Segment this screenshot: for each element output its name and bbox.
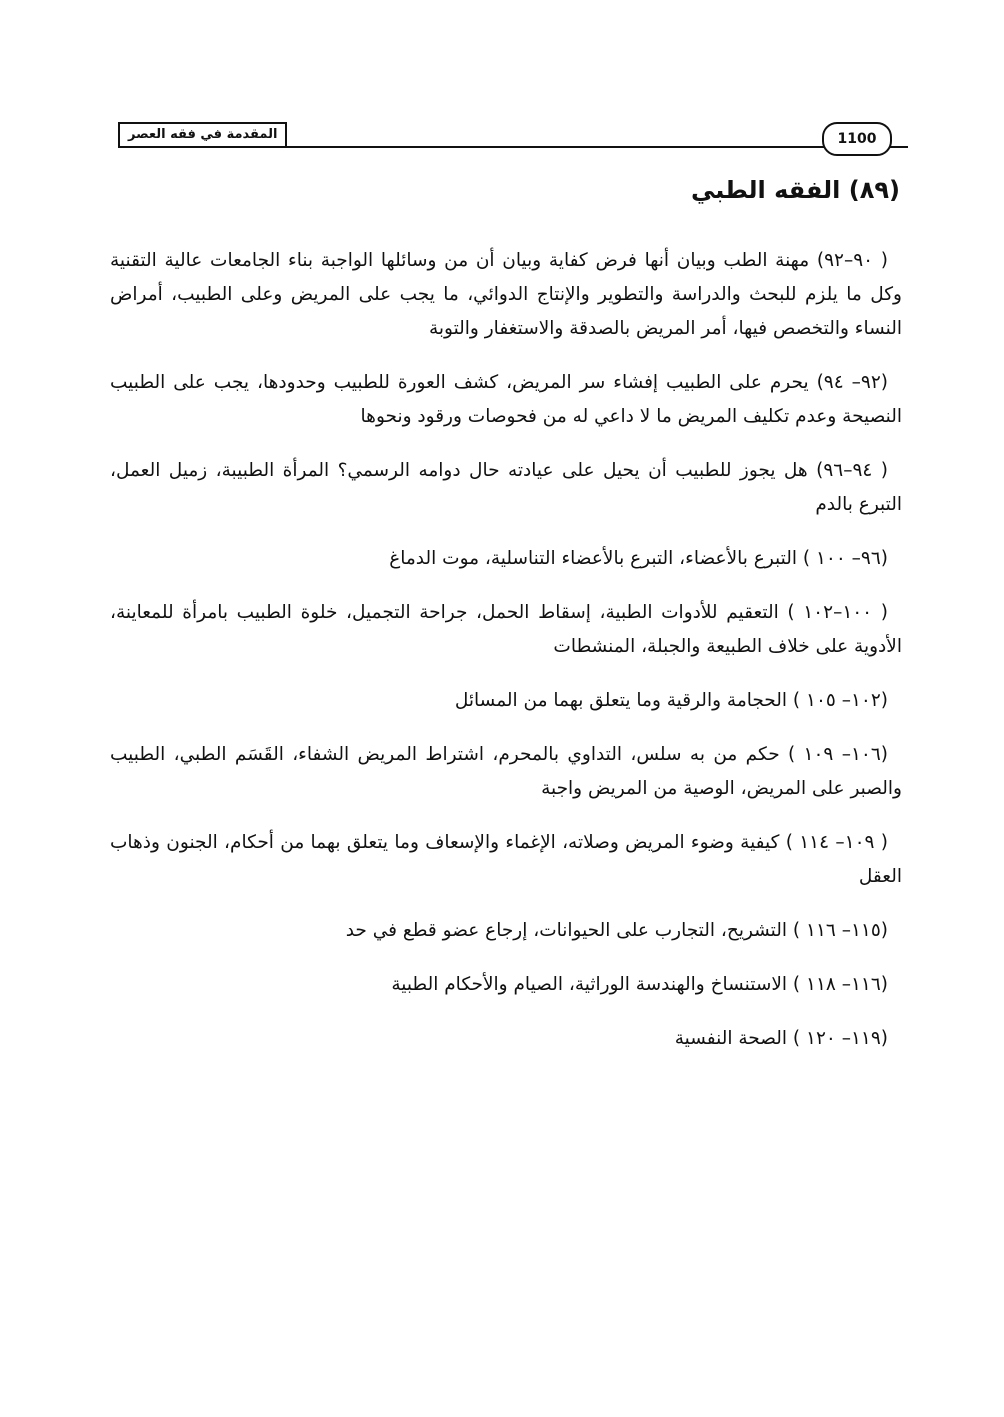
- contents-entry: ( ١٠٩– ١١٤ ) كيفية وضوء المريض وصلاته، الإغماء والإسعاف وما يتعلق بهما من أحكام، الجنون وذهاب العقل: [110, 832, 902, 887]
- contents-entry: (٩٦– ١٠٠ ) التبرع بالأعضاء، التبرع بالأعضاء التناسلية، موت الدماغ: [389, 548, 888, 569]
- page-header: [118, 118, 908, 148]
- contents-entry: (١١٥– ١١٦ ) التشريح، التجارب على الحيوانات، إرجاع عضو قطع في حد: [345, 920, 888, 941]
- contents-entry: (١١٦– ١١٨ ) الاستنساخ والهندسة الوراثية، الصيام والأحكام الطبية: [391, 974, 888, 995]
- running-title: المقدمة في فقه العصر: [118, 122, 287, 148]
- page-number: 1100: [822, 122, 892, 156]
- contents-entry: (١٠٦– ١٠٩ ) حكم من به سلس، التداوي بالمحرم، اشتراط المريض الشفاء، القَسَم الطبي، الطبيب والصبر على المريض، الوصية من المريض واجبة: [110, 744, 902, 799]
- contents-entry: (١٠٢– ١٠٥ ) الحجامة والرقية وما يتعلق بهما من المسائل: [454, 690, 888, 711]
- contents-list: [110, 244, 902, 1076]
- contents-entry: (٩٢– ٩٤) يحرم على الطبيب إفشاء سر المريض، كشف العورة للطبيب وحدودها، يجب على الطبيب النصيحة وعدم تكليف المريض ما لا داعي له من فحوصات ورقود ونحوها: [110, 372, 902, 427]
- chapter-title: (٨٩) الفقه الطبي: [691, 176, 900, 204]
- contents-entry: ( ١٠٠–١٠٢ ) التعقيم للأدوات الطبية، إسقاط الحمل، جراحة التجميل، خلوة الطبيب بامرأة للمعاينة، الأدوية على خلاف الطبيعة والجبلة، المنشطات: [110, 602, 902, 657]
- contents-entry: ( ٩٤–٩٦) هل يجوز للطبيب أن يحيل على عيادته حال دوامه الرسمي؟ المرأة الطبيبة، زميل العمل، التبرع بالدم: [110, 460, 902, 515]
- contents-entry: ( ٩٠–٩٢) مهنة الطب وبيان أنها فرض كفاية وبيان أن من وسائلها الواجبة بناء الجامعات عالية التقنية وكل ما يلزم للبحث والدراسة والتطوير والإنتاج الدوائي، ما يجب على المريض وعلى الطبيب، أمراض النساء والتخصص فيها، أمر المريض بالصدقة والاستغفار والتوبة: [110, 250, 902, 339]
- contents-entry: (١١٩– ١٢٠ ) الصحة النفسية: [674, 1028, 888, 1049]
